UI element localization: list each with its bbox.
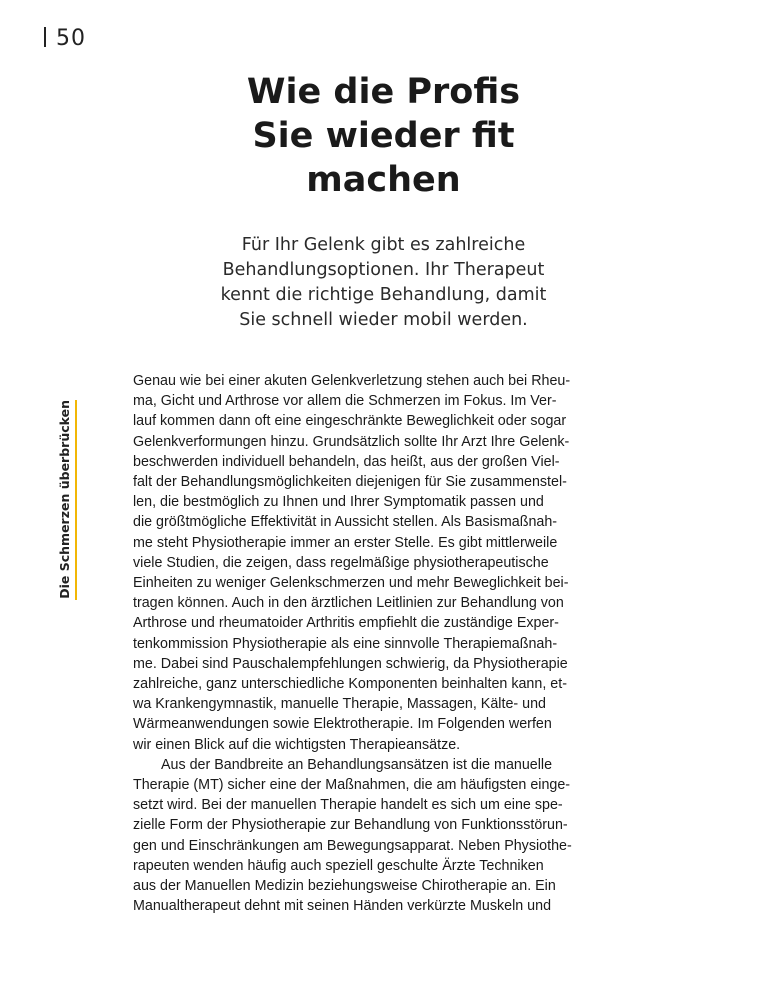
body-line: Manualtherapeut dehnt mit seinen Händen verkürzte Muskeln und xyxy=(133,898,552,915)
body-line: tenkommission Physiotherapie als eine sinnvolle Therapiemaßnah- xyxy=(133,635,558,652)
body-line: gen und Einschränkungen am Bewegungsapparat. Neben Physiothe- xyxy=(133,837,572,854)
article-lead xyxy=(150,233,617,333)
body-line: len, die bestmöglich zu Ihnen und Ihrer Symptomatik passen und xyxy=(133,494,544,511)
title-line: Sie wieder fit xyxy=(252,116,515,156)
lead-line: Behandlungsoptionen. Ihr Therapeut xyxy=(222,260,545,280)
body-line: Therapie (MT) sicher eine der Maßnahmen, die am häufigsten einge- xyxy=(133,777,571,794)
body-line: viele Studien, die zeigen, dass regelmäßige physiotherapeutische xyxy=(133,554,549,571)
body-line: Aus der Bandbreite an Behandlungsansätzen ist die manuelle xyxy=(161,756,553,773)
body-line: falt der Behandlungsmöglichkeiten diejenigen für Sie zusammenstel- xyxy=(133,474,567,491)
lead-line: kennt die richtige Behandlung, damit xyxy=(220,285,547,305)
body-line: Genau wie bei einer akuten Gelenkverletzung stehen auch bei Rheu- xyxy=(133,373,571,389)
section-accent-line xyxy=(75,400,77,600)
lead-line: Sie schnell wieder mobil werden. xyxy=(239,310,528,330)
page-number-text: 50 xyxy=(56,26,86,51)
section-label xyxy=(56,400,74,600)
body-line: zielle Form der Physiotherapie zur Behandlung von Funktionsstörun- xyxy=(133,817,568,834)
body-line: Einheiten zu weniger Gelenkschmerzen und mehr Beweglichkeit bei- xyxy=(133,575,569,592)
body-line: me. Dabei sind Pauschalempfehlungen schwierig, da Physiotherapie xyxy=(133,655,568,672)
body-line: aus der Manuellen Medizin beziehungsweise Chirotherapie an. Ein xyxy=(133,878,556,895)
page-number-bar xyxy=(44,27,46,47)
body-line: Gelenkverformungen hinzu. Grundsätzlich sollte Ihr Arzt Ihre Gelenk- xyxy=(133,433,570,450)
page-number xyxy=(44,26,86,51)
body-line: die größtmögliche Effektivität in Aussicht stellen. Als Basismaßnah- xyxy=(133,514,558,531)
body-line: Arthrose und rheumatoider Arthritis empfiehlt die zuständige Exper- xyxy=(133,615,559,632)
body-line: ma, Gicht und Arthrose vor allem die Schmerzen im Fokus. Im Ver- xyxy=(133,393,557,410)
body-line: beschwerden individuell behandeln, das heißt, aus der großen Viel- xyxy=(133,453,560,470)
body-line: lauf kommen dann oft eine eingeschränkte Beweglichkeit oder sogar xyxy=(133,413,567,430)
body-line: wir einen Blick auf die wichtigsten Therapieansätze. xyxy=(133,736,461,753)
body-line: wa Krankengymnastik, manuelle Therapie, Massagen, Kälte- und xyxy=(133,696,546,713)
body-line: tragen können. Auch in den ärztlichen Leitlinien zur Behandlung von xyxy=(133,595,564,612)
body-line: setzt wird. Bei der manuellen Therapie handelt es sich um eine spe- xyxy=(133,797,563,814)
body-line: zahlreiche, ganz unterschiedliche Komponenten beinhalten kann, et- xyxy=(133,676,567,693)
lead-line: Für Ihr Gelenk gibt es zahlreiche xyxy=(241,235,526,255)
body-line: me steht Physiotherapie immer an erster Stelle. Es gibt mittlerweile xyxy=(133,534,558,551)
body-line: Wärmeanwendungen sowie Elektrotherapie. Im Folgenden werfen xyxy=(133,716,552,733)
article-body xyxy=(133,371,653,916)
section-label-text: Die Schmerzen überbrücken xyxy=(57,400,72,599)
body-line: rapeuten wenden häufig auch speziell geschulte Ärzte Techniken xyxy=(133,857,544,874)
title-line: Wie die Profis xyxy=(246,72,521,112)
article-title xyxy=(150,70,617,202)
title-line: machen xyxy=(306,160,461,200)
